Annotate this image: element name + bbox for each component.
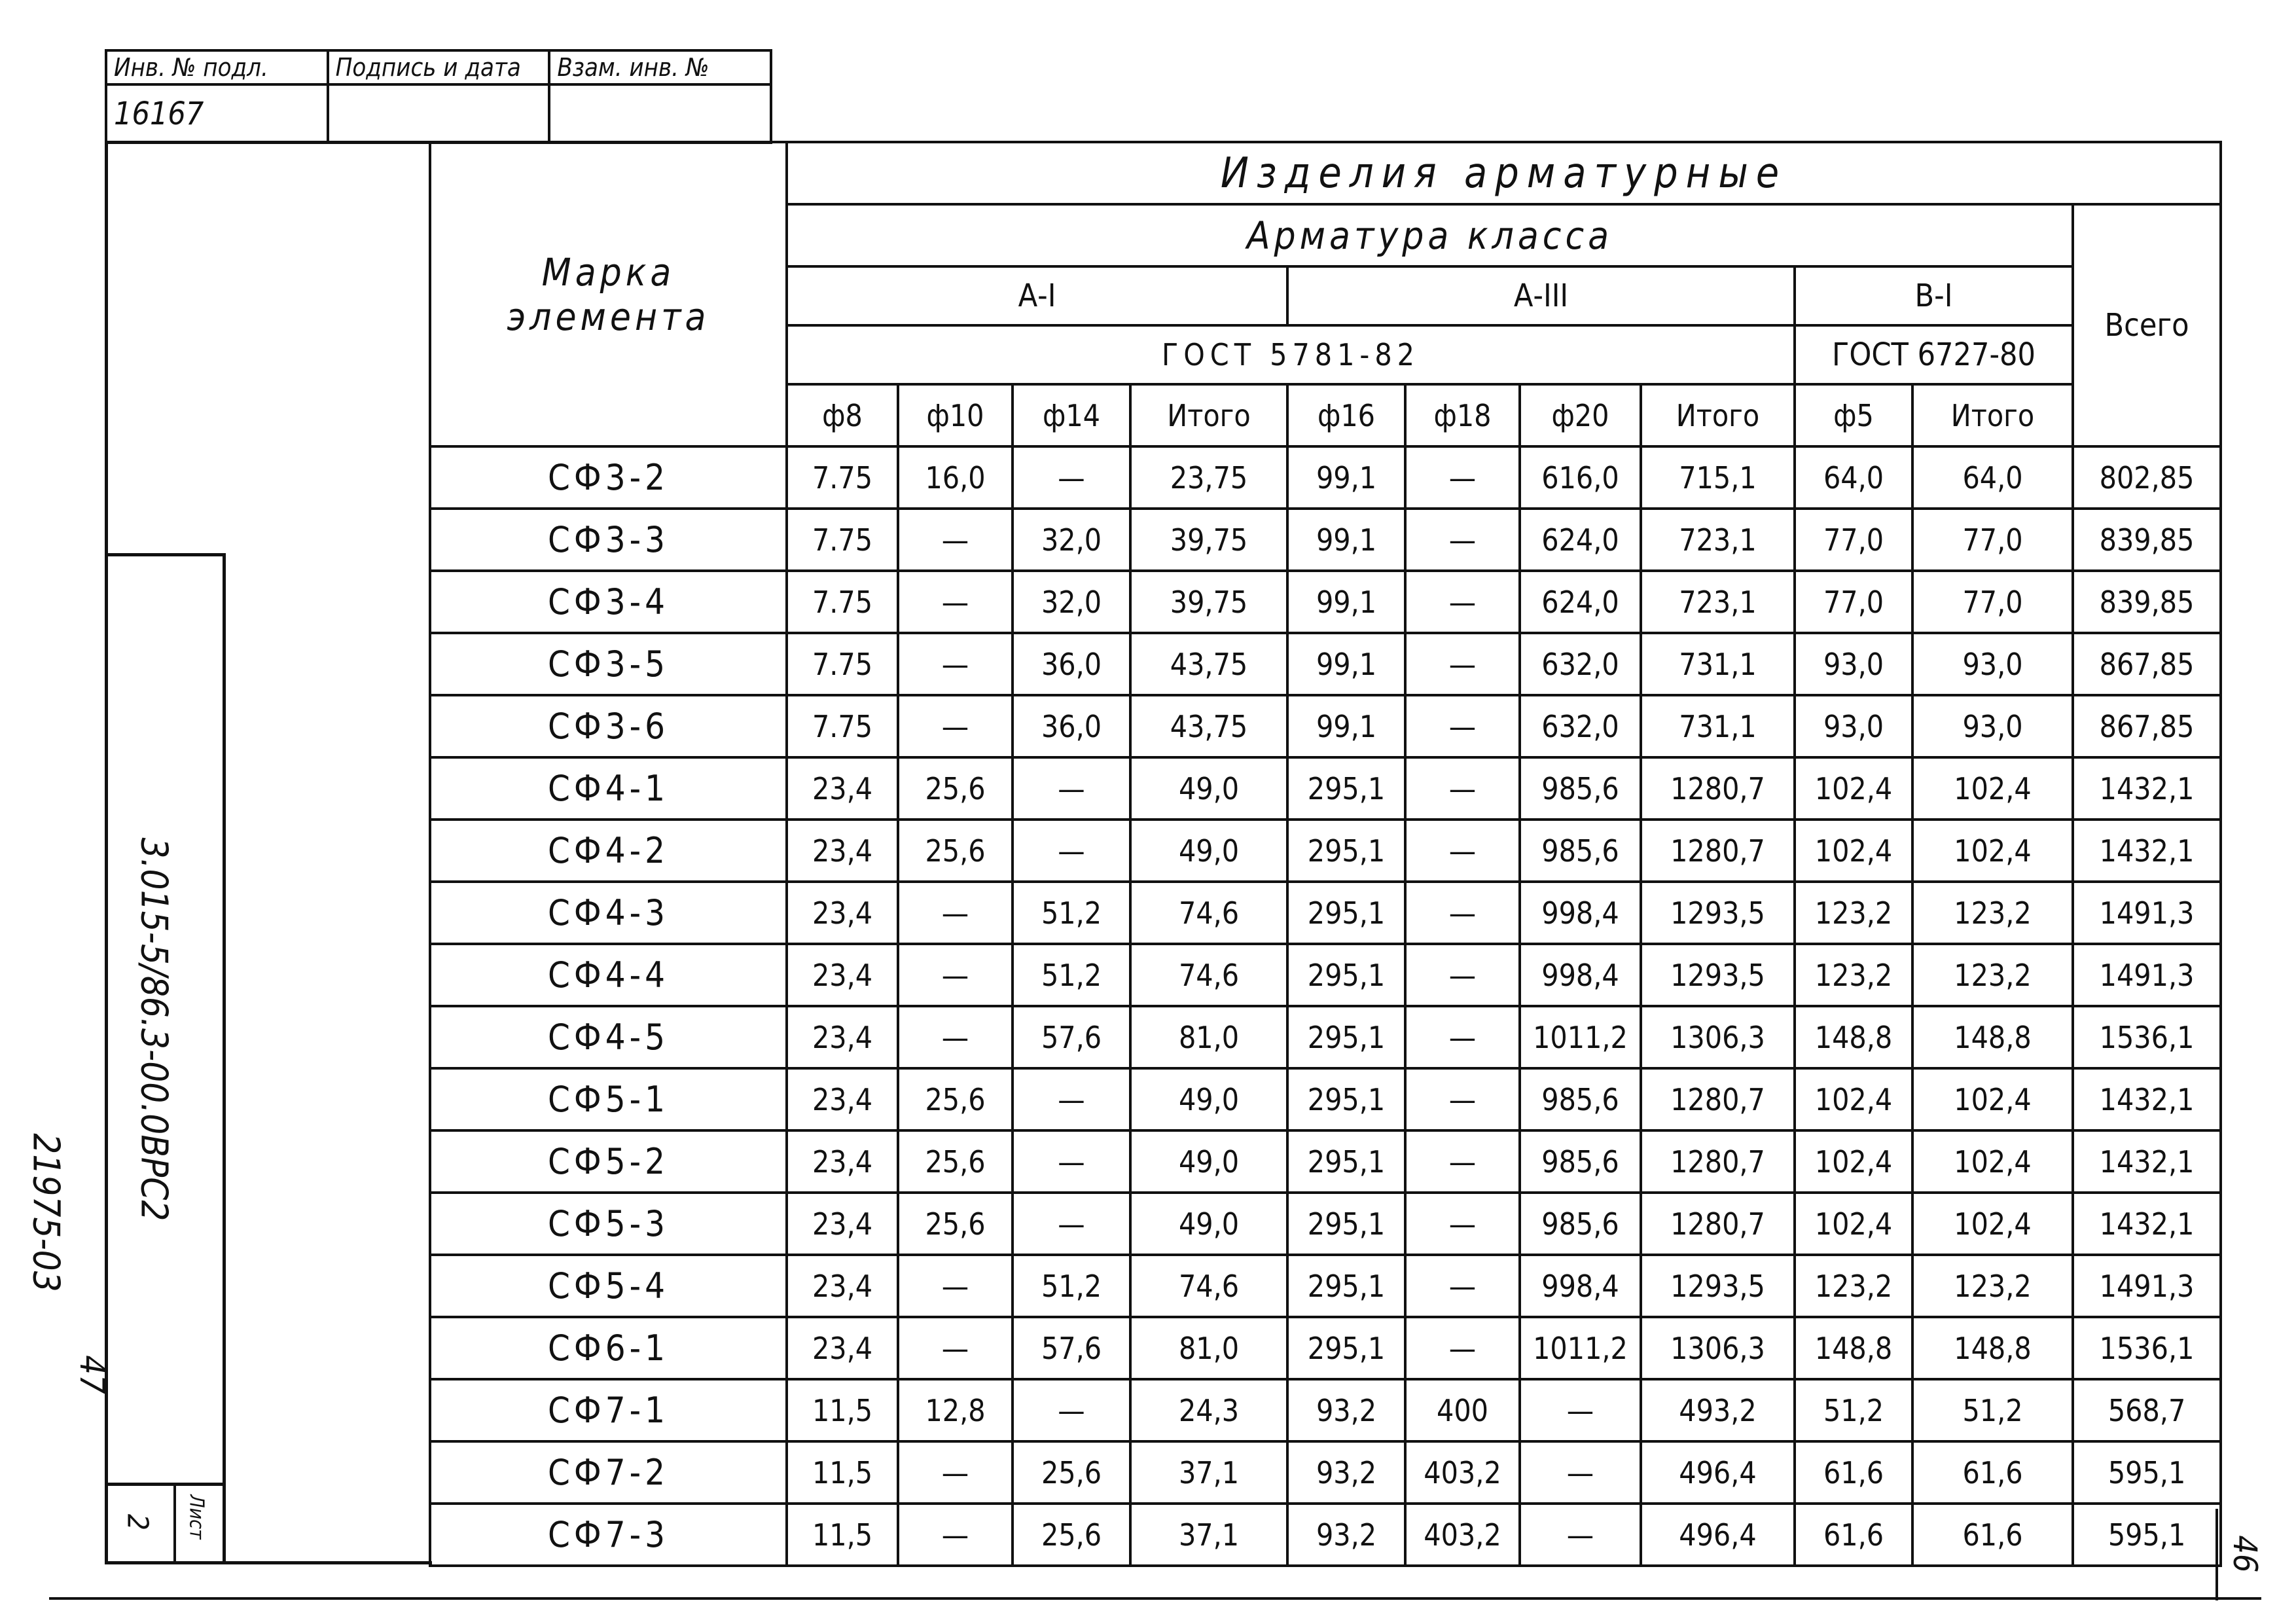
table-cell: 102,4: [1795, 1193, 1912, 1255]
table-cell: —: [1405, 509, 1520, 571]
table-cell: 839,85: [2073, 571, 2221, 633]
table-cell: 25,6: [1013, 1504, 1130, 1566]
table-cell: 51,2: [1013, 882, 1130, 944]
element-mark: СФ4-2: [430, 820, 787, 882]
table-cell: 43,75: [1130, 695, 1287, 757]
table-cell: 25,6: [1013, 1441, 1130, 1504]
table-cell: 148,8: [1795, 1006, 1912, 1068]
element-mark: СФ7-1: [430, 1379, 787, 1441]
total-header: Всего: [2073, 204, 2221, 446]
table-cell: —: [898, 1441, 1013, 1504]
table-cell: —: [898, 1255, 1013, 1317]
table-cell: 123,2: [1795, 944, 1912, 1006]
element-mark: СФ5-1: [430, 1068, 787, 1130]
table-cell: 7.75: [787, 509, 898, 571]
table-cell: 1536,1: [2073, 1317, 2221, 1379]
table-cell: 123,2: [1912, 882, 2073, 944]
table-cell: 74,6: [1130, 1255, 1287, 1317]
table-cell: 36,0: [1013, 633, 1130, 695]
table-cell: 998,4: [1520, 1255, 1641, 1317]
table-cell: 123,2: [1795, 882, 1912, 944]
element-mark: СФ3-6: [430, 695, 787, 757]
element-mark: СФ7-3: [430, 1504, 787, 1566]
table-cell: 25,6: [898, 820, 1013, 882]
table-cell: 1306,3: [1641, 1317, 1795, 1379]
side-page-number: 47: [72, 1355, 111, 1394]
table-cell: 7.75: [787, 633, 898, 695]
table-cell: 12,8: [898, 1379, 1013, 1441]
table-cell: 51,2: [1013, 944, 1130, 1006]
table-cell: 49,0: [1130, 1193, 1287, 1255]
table-cell: 37,1: [1130, 1441, 1287, 1504]
table-cell: 77,0: [1912, 571, 2073, 633]
element-mark: СФ5-3: [430, 1193, 787, 1255]
class-a1-header: А-I: [787, 266, 1287, 325]
table-cell: 496,4: [1641, 1441, 1795, 1504]
table-cell: —: [1405, 944, 1520, 1006]
table-cell: 32,0: [1013, 509, 1130, 571]
table-cell: —: [1405, 633, 1520, 695]
table-cell: 723,1: [1641, 509, 1795, 571]
table-cell: 23,4: [787, 757, 898, 820]
column-header: ф18: [1405, 384, 1520, 446]
element-mark: СФ6-1: [430, 1317, 787, 1379]
inv-value: 16167: [106, 84, 328, 143]
table-cell: 400: [1405, 1379, 1520, 1441]
table-row: [430, 1317, 2221, 1379]
table-cell: 568,7: [2073, 1379, 2221, 1441]
table-cell: —: [1520, 1379, 1641, 1441]
table-cell: —: [1405, 571, 1520, 633]
sheet-label: Лист: [185, 1494, 208, 1540]
class-a3-header: А-III: [1287, 266, 1795, 325]
table-cell: 77,0: [1795, 571, 1912, 633]
table-cell: 624,0: [1520, 509, 1641, 571]
table-cell: 23,4: [787, 1255, 898, 1317]
table-row: [430, 820, 2221, 882]
table-cell: 1536,1: [2073, 1006, 2221, 1068]
table-cell: 632,0: [1520, 695, 1641, 757]
table-cell: —: [1013, 1130, 1130, 1193]
table-cell: 49,0: [1130, 1068, 1287, 1130]
table-cell: 36,0: [1013, 695, 1130, 757]
table-cell: —: [1013, 1379, 1130, 1441]
table-cell: 998,4: [1520, 944, 1641, 1006]
table-cell: 123,2: [1912, 1255, 2073, 1317]
table-cell: —: [1013, 820, 1130, 882]
table-cell: 25,6: [898, 1068, 1013, 1130]
table-cell: 77,0: [1912, 509, 2073, 571]
table-cell: 1280,7: [1641, 820, 1795, 882]
table-cell: 23,75: [1130, 446, 1287, 509]
table-cell: 37,1: [1130, 1504, 1287, 1566]
table-cell: —: [1405, 1255, 1520, 1317]
element-mark: СФ3-4: [430, 571, 787, 633]
column-header: Итого: [1912, 384, 2073, 446]
table-cell: —: [1405, 882, 1520, 944]
table-cell: 1280,7: [1641, 1193, 1795, 1255]
table-cell: 93,2: [1287, 1441, 1405, 1504]
reinforcement-table: [429, 141, 2219, 1564]
table-cell: 295,1: [1287, 757, 1405, 820]
table-cell: 23,4: [787, 1130, 898, 1193]
table-cell: 295,1: [1287, 1006, 1405, 1068]
table-cell: 295,1: [1287, 944, 1405, 1006]
table-cell: —: [1405, 1193, 1520, 1255]
table-cell: 715,1: [1641, 446, 1795, 509]
table-cell: —: [898, 1317, 1013, 1379]
document-code: 3.015-5/86.3-00.0ВРС2: [132, 837, 175, 1221]
table-cell: 43,75: [1130, 633, 1287, 695]
table-cell: 295,1: [1287, 1317, 1405, 1379]
table-cell: 32,0: [1013, 571, 1130, 633]
column-header: Итого: [1130, 384, 1287, 446]
element-mark: СФ5-4: [430, 1255, 787, 1317]
table-cell: 23,4: [787, 944, 898, 1006]
table-cell: 102,4: [1795, 757, 1912, 820]
sheet-box-divider: [173, 1483, 176, 1564]
table-cell: 23,4: [787, 882, 898, 944]
table-row: [430, 509, 2221, 571]
table-cell: 93,2: [1287, 1504, 1405, 1566]
table-cell: 99,1: [1287, 571, 1405, 633]
bottom-rule: [49, 1597, 2261, 1600]
table-cell: 295,1: [1287, 1255, 1405, 1317]
table-cell: 25,6: [898, 1193, 1013, 1255]
table-cell: —: [1013, 757, 1130, 820]
table-cell: 1432,1: [2073, 1193, 2221, 1255]
table-cell: 99,1: [1287, 695, 1405, 757]
table-cell: 496,4: [1641, 1504, 1795, 1566]
table-cell: 102,4: [1795, 1130, 1912, 1193]
table-cell: 403,2: [1405, 1504, 1520, 1566]
table-cell: —: [1520, 1441, 1641, 1504]
sign-value: [328, 84, 550, 143]
table-cell: 93,0: [1795, 633, 1912, 695]
table-cell: —: [898, 882, 1013, 944]
class-header: Арматура класса: [787, 204, 2073, 266]
table-cell: 77,0: [1795, 509, 1912, 571]
table-cell: 16,0: [898, 446, 1013, 509]
table-row: [430, 1504, 2221, 1566]
element-mark: СФ4-5: [430, 1006, 787, 1068]
table-cell: 51,2: [1795, 1379, 1912, 1441]
table-cell: 93,0: [1912, 633, 2073, 695]
table-cell: 39,75: [1130, 571, 1287, 633]
table-cell: 1280,7: [1641, 757, 1795, 820]
class-b1-header: В-I: [1795, 266, 2073, 325]
table-cell: 102,4: [1912, 1130, 2073, 1193]
table-cell: 93,0: [1912, 695, 2073, 757]
table-cell: —: [1520, 1504, 1641, 1566]
element-mark: СФ4-4: [430, 944, 787, 1006]
table-cell: 102,4: [1912, 820, 2073, 882]
mark-header: Марка элемента: [430, 142, 787, 446]
table-cell: —: [898, 509, 1013, 571]
column-header: ф8: [787, 384, 898, 446]
table-cell: —: [1405, 1130, 1520, 1193]
table-cell: 64,0: [1795, 446, 1912, 509]
table-cell: 23,4: [787, 820, 898, 882]
table-cell: 985,6: [1520, 757, 1641, 820]
table-cell: 7.75: [787, 571, 898, 633]
table-row: [430, 633, 2221, 695]
table-row: [430, 1068, 2221, 1130]
table-cell: 93,2: [1287, 1379, 1405, 1441]
table-cell: —: [898, 1504, 1013, 1566]
table-row: [430, 944, 2221, 1006]
table-cell: 1432,1: [2073, 757, 2221, 820]
table-row: [430, 1379, 2221, 1441]
table-cell: 61,6: [1912, 1504, 2073, 1566]
approval-stamp: [105, 49, 772, 144]
table-cell: 23,4: [787, 1006, 898, 1068]
table-cell: 57,6: [1013, 1006, 1130, 1068]
table-cell: 839,85: [2073, 509, 2221, 571]
table-cell: —: [1013, 1068, 1130, 1130]
column-header: ф16: [1287, 384, 1405, 446]
table-cell: 985,6: [1520, 1068, 1641, 1130]
table-row: [430, 571, 2221, 633]
table-cell: 57,6: [1013, 1317, 1130, 1379]
table-cell: —: [1405, 695, 1520, 757]
table-cell: 624,0: [1520, 571, 1641, 633]
sign-label: Подпись и дата: [328, 50, 550, 84]
table-row: [430, 882, 2221, 944]
table-cell: 102,4: [1912, 1193, 2073, 1255]
column-header: ф5: [1795, 384, 1912, 446]
table-cell: 985,6: [1520, 1193, 1641, 1255]
table-cell: —: [1405, 1317, 1520, 1379]
table-cell: 985,6: [1520, 820, 1641, 882]
table-cell: —: [898, 571, 1013, 633]
table-cell: —: [898, 1006, 1013, 1068]
table-cell: —: [1405, 757, 1520, 820]
table-cell: 985,6: [1520, 1130, 1641, 1193]
table-cell: —: [1405, 1068, 1520, 1130]
table-cell: 802,85: [2073, 446, 2221, 509]
table-cell: 64,0: [1912, 446, 2073, 509]
table-cell: 1293,5: [1641, 882, 1795, 944]
table-cell: 51,2: [1912, 1379, 2073, 1441]
table-cell: 81,0: [1130, 1006, 1287, 1068]
table-cell: 295,1: [1287, 882, 1405, 944]
table-cell: 74,6: [1130, 944, 1287, 1006]
column-header: ф20: [1520, 384, 1641, 446]
table-cell: 49,0: [1130, 820, 1287, 882]
table-cell: 49,0: [1130, 1130, 1287, 1193]
table-cell: 61,6: [1912, 1441, 2073, 1504]
table-row: [430, 1006, 2221, 1068]
table-cell: 23,4: [787, 1193, 898, 1255]
table-cell: 25,6: [898, 757, 1013, 820]
table-cell: 632,0: [1520, 633, 1641, 695]
table-cell: 1280,7: [1641, 1130, 1795, 1193]
table-cell: 99,1: [1287, 509, 1405, 571]
table-cell: —: [1013, 446, 1130, 509]
table-cell: 99,1: [1287, 446, 1405, 509]
table-cell: 23,4: [787, 1068, 898, 1130]
table-cell: 1293,5: [1641, 944, 1795, 1006]
element-mark: СФ3-5: [430, 633, 787, 695]
table-cell: 102,4: [1912, 757, 2073, 820]
table-cell: 1432,1: [2073, 1130, 2221, 1193]
table-cell: 867,85: [2073, 633, 2221, 695]
table-cell: —: [1013, 1193, 1130, 1255]
table-row: [430, 1130, 2221, 1193]
table-cell: 23,4: [787, 1317, 898, 1379]
table-cell: 11,5: [787, 1441, 898, 1504]
table-cell: 998,4: [1520, 882, 1641, 944]
side-code: 21975-03: [24, 1133, 67, 1292]
table-cell: 81,0: [1130, 1317, 1287, 1379]
sheet-number: 2: [120, 1513, 154, 1531]
element-mark: СФ7-2: [430, 1441, 787, 1504]
table-cell: —: [1405, 1006, 1520, 1068]
table-cell: 723,1: [1641, 571, 1795, 633]
table-cell: 25,6: [898, 1130, 1013, 1193]
element-mark: СФ3-2: [430, 446, 787, 509]
table-title: Изделия арматурные: [787, 142, 2221, 204]
table-cell: 1491,3: [2073, 882, 2221, 944]
table-cell: 1306,3: [1641, 1006, 1795, 1068]
element-mark: СФ3-3: [430, 509, 787, 571]
table-cell: 11,5: [787, 1379, 898, 1441]
table-cell: 102,4: [1795, 820, 1912, 882]
element-mark: СФ4-3: [430, 882, 787, 944]
table-cell: 595,1: [2073, 1441, 2221, 1504]
table-cell: 7.75: [787, 695, 898, 757]
table-cell: 61,6: [1795, 1504, 1912, 1566]
table-cell: 1011,2: [1520, 1006, 1641, 1068]
column-header: Итого: [1641, 384, 1795, 446]
table-cell: 731,1: [1641, 695, 1795, 757]
inv-label: Инв. № подл.: [106, 50, 328, 84]
table-row: [430, 1193, 2221, 1255]
table-cell: 295,1: [1287, 1068, 1405, 1130]
table-cell: —: [898, 695, 1013, 757]
column-header: ф10: [898, 384, 1013, 446]
table-row: [430, 757, 2221, 820]
column-header: ф14: [1013, 384, 1130, 446]
table-cell: —: [1405, 446, 1520, 509]
table-cell: 74,6: [1130, 882, 1287, 944]
table-cell: 867,85: [2073, 695, 2221, 757]
table-row: [430, 446, 2221, 509]
table-cell: 1280,7: [1641, 1068, 1795, 1130]
table-cell: 99,1: [1287, 633, 1405, 695]
table-cell: 1432,1: [2073, 820, 2221, 882]
table-cell: 1491,3: [2073, 944, 2221, 1006]
swap-value: [549, 84, 771, 143]
table-cell: 595,1: [2073, 1504, 2221, 1566]
gost-header-a: ГОСТ 5781-82: [787, 325, 1795, 384]
table-cell: 1011,2: [1520, 1317, 1641, 1379]
table-cell: 295,1: [1287, 1130, 1405, 1193]
table-row: [430, 1255, 2221, 1317]
element-mark: СФ4-1: [430, 757, 787, 820]
table-cell: 295,1: [1287, 1193, 1405, 1255]
table-cell: 1491,3: [2073, 1255, 2221, 1317]
table-cell: 7.75: [787, 446, 898, 509]
table-cell: 51,2: [1013, 1255, 1130, 1317]
element-mark: СФ5-2: [430, 1130, 787, 1193]
table-cell: —: [1405, 820, 1520, 882]
table-cell: 24,3: [1130, 1379, 1287, 1441]
table-cell: 493,2: [1641, 1379, 1795, 1441]
table-cell: 123,2: [1795, 1255, 1912, 1317]
table-cell: 102,4: [1912, 1068, 2073, 1130]
table-cell: 403,2: [1405, 1441, 1520, 1504]
table-cell: 49,0: [1130, 757, 1287, 820]
swap-label: Взам. инв. №: [549, 50, 771, 84]
table-cell: 61,6: [1795, 1441, 1912, 1504]
table-cell: 148,8: [1912, 1317, 2073, 1379]
table-row: [430, 695, 2221, 757]
table-cell: 102,4: [1795, 1068, 1912, 1130]
table-cell: 11,5: [787, 1504, 898, 1566]
table-cell: 1432,1: [2073, 1068, 2221, 1130]
gost-header-b: ГОСТ 6727-80: [1795, 325, 2073, 384]
table-cell: 93,0: [1795, 695, 1912, 757]
table-cell: —: [898, 944, 1013, 1006]
table-cell: 295,1: [1287, 820, 1405, 882]
table-cell: 39,75: [1130, 509, 1287, 571]
table-cell: 616,0: [1520, 446, 1641, 509]
table-cell: —: [898, 633, 1013, 695]
table-cell: 148,8: [1912, 1006, 2073, 1068]
page-number: 46: [2226, 1535, 2264, 1573]
table-cell: 731,1: [1641, 633, 1795, 695]
table-row: [430, 1441, 2221, 1504]
table-cell: 1293,5: [1641, 1255, 1795, 1317]
table-cell: 148,8: [1795, 1317, 1912, 1379]
table-cell: 123,2: [1912, 944, 2073, 1006]
